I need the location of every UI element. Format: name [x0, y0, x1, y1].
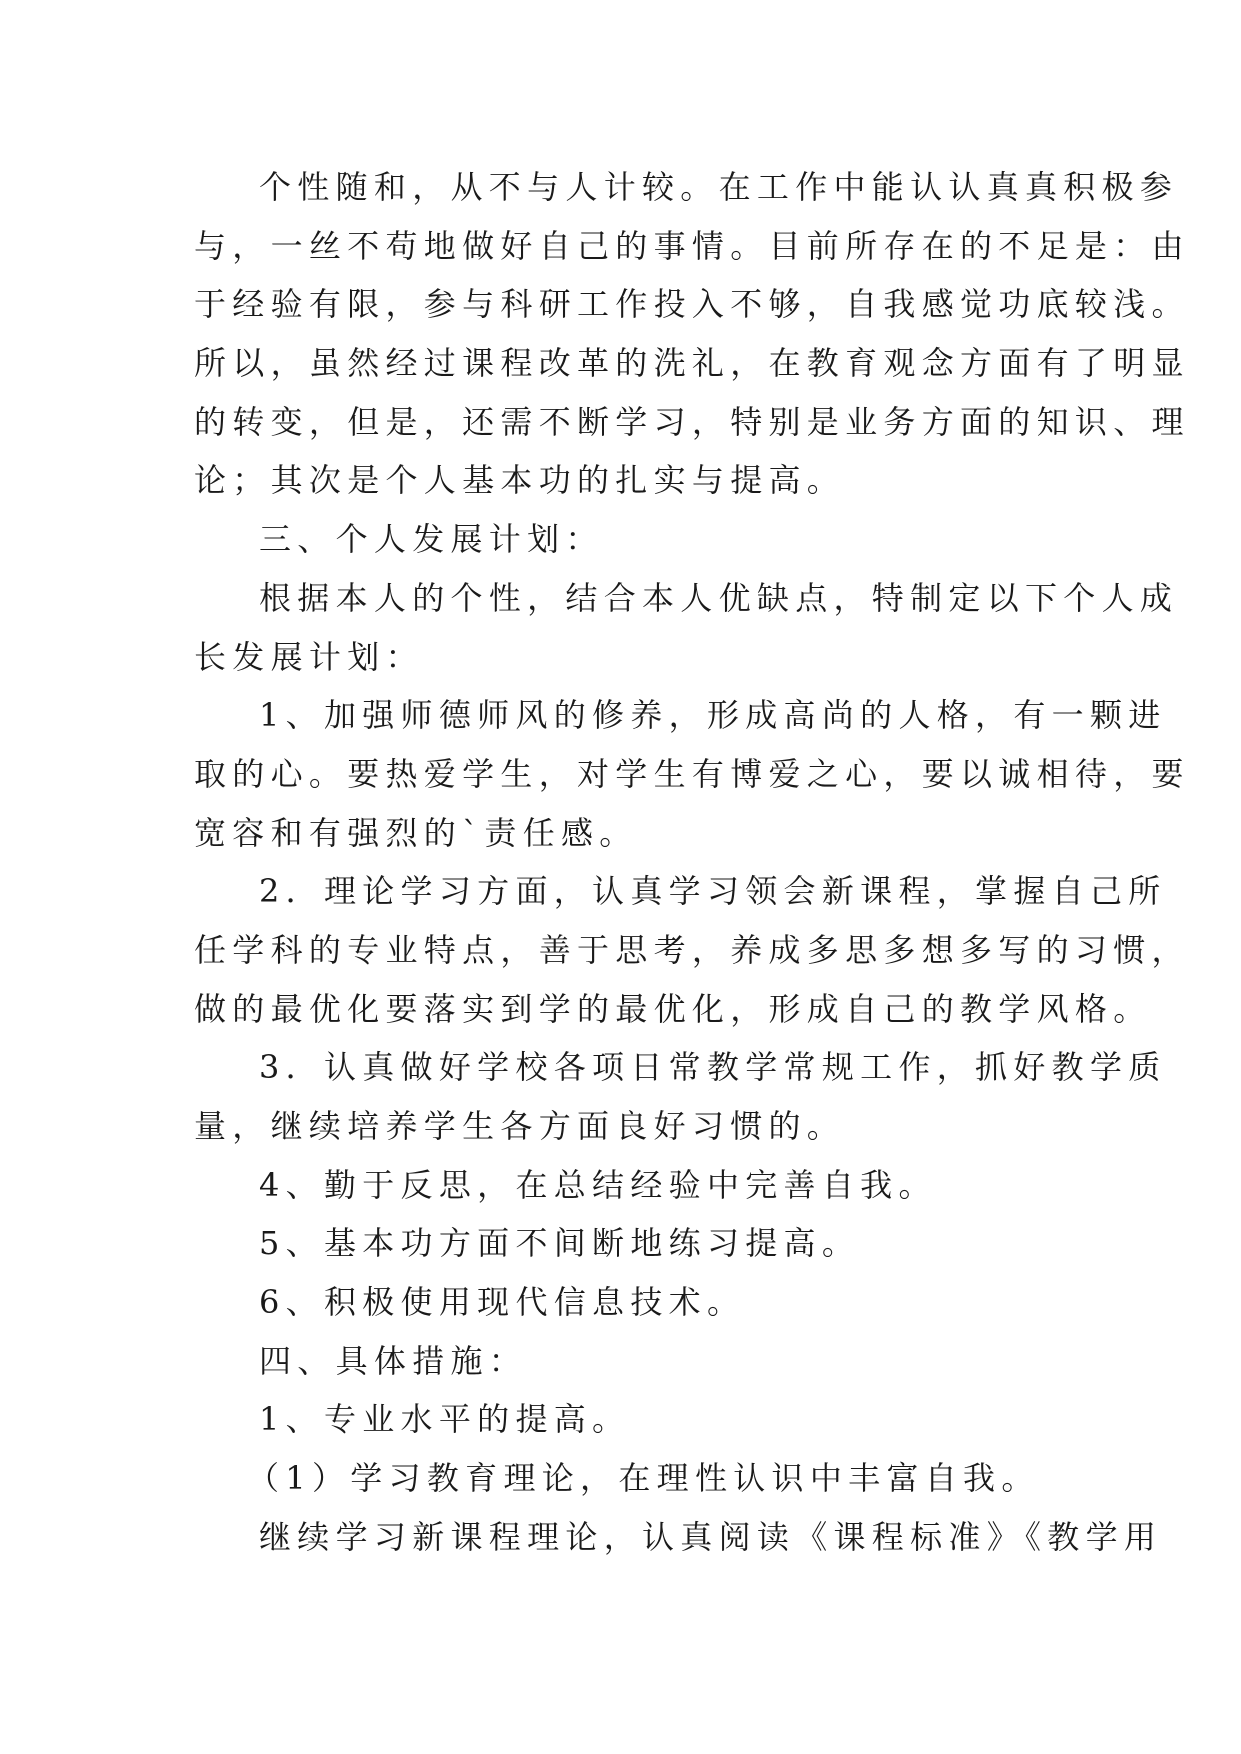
paragraph-line: 根据本人的个性，结合本人优缺点，特制定以下个人成	[259, 578, 1179, 617]
list-item: 2．理论学习方面，认真学习领会新课程，掌握自己所	[259, 872, 1167, 911]
sub-list-item: （1）学习教育理论，在理性认识中丰富自我。	[247, 1459, 1040, 1498]
list-item: 5、基本功方面不间断地练习提高。	[259, 1224, 861, 1263]
paragraph-line: 取的心。要热爱学生，对学生有博爱之心，要以诚相待，要	[194, 754, 1190, 793]
list-item: 6、积极使用现代信息技术。	[259, 1283, 746, 1322]
paragraph-line: 任学科的专业特点，善于思考，养成多思多想多写的习惯，	[194, 930, 1190, 969]
paragraph-line: 论；其次是个人基本功的扎实与提高。	[194, 461, 846, 500]
paragraph-line: 的转变，但是，还需不断学习，特别是业务方面的知识、理	[194, 402, 1190, 441]
list-item: 4、勤于反思，在总结经验中完善自我。	[259, 1165, 937, 1204]
paragraph-line: 量，继续培养学生各方面良好习惯的。	[194, 1107, 846, 1145]
paragraph-line: 长发展计划：	[194, 637, 424, 676]
paragraph-line: 与，一丝不苟地做好自己的事情。目前所存在的不足是：由	[194, 226, 1190, 265]
paragraph-line: 个性随和，从不与人计较。在工作中能认认真真积极参	[259, 168, 1179, 206]
list-item: 1、专业水平的提高。	[259, 1400, 631, 1439]
list-item: 3．认真做好学校各项日常教学常规工作，抓好教学质	[259, 1048, 1167, 1087]
paragraph-line: 于经验有限，参与科研工作投入不够，自我感觉功底较浅。	[194, 285, 1190, 324]
paragraph-line: 所以，虽然经过课程改革的洗礼，在教育观念方面有了明显	[194, 344, 1190, 383]
list-item: 1、加强师德师风的修养，形成高尚的人格，有一颗进	[259, 696, 1167, 735]
paragraph-line: 继续学习新课程理论，认真阅读《课程标准》《教学用	[259, 1517, 1163, 1556]
section-heading: 四、具体措施：	[259, 1341, 528, 1380]
paragraph-line: 宽容和有强烈的`责任感。	[194, 813, 638, 852]
paragraph-line: 做的最优化要落实到学的最优化，形成自己的教学风格。	[194, 989, 1152, 1028]
section-heading: 三、个人发展计划：	[259, 520, 604, 559]
document-body	[194, 158, 1190, 1567]
